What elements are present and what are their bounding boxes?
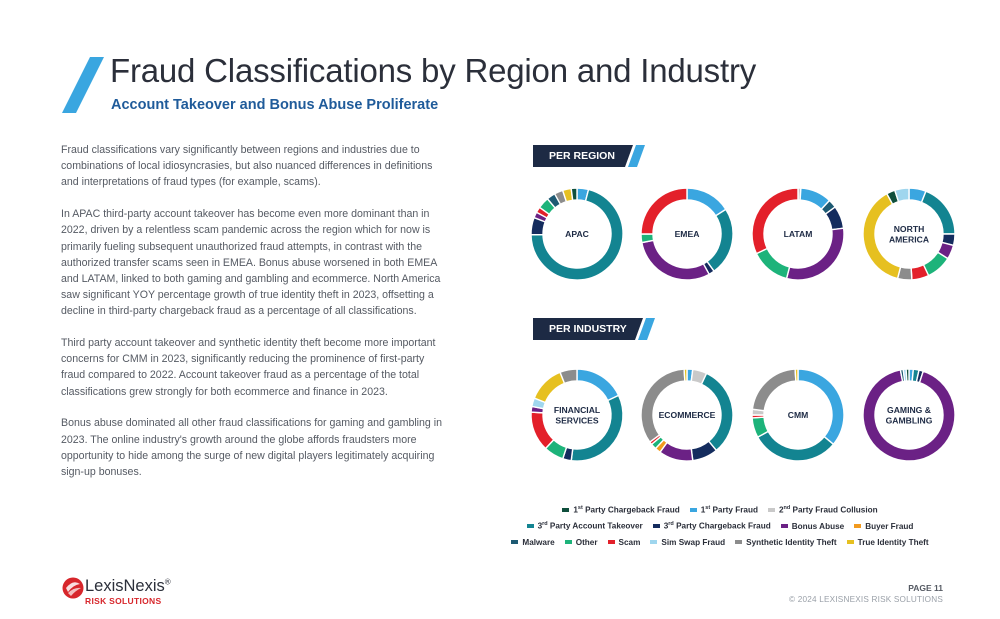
donut-center-label: ECOMMERCE [658, 410, 716, 420]
legend-label: Synthetic Identity Theft [746, 537, 837, 547]
donut-center-label: FINANCIAL [553, 404, 601, 415]
legend-swatch [608, 540, 615, 544]
page-subtitle: Account Takeover and Bonus Abuse Proliferate [111, 97, 439, 113]
paragraph-3: Third party account takeover and synthetic identity theft become more important concerns for CMM in 2023, significantly reducing the prominence of first-party fraud compared to 2022. Account takeover fraud as a percentage of the total classifications grew strongly for both ecommerce and finance in 2023. [61, 337, 436, 398]
per-region-label: PER REGION [549, 150, 615, 162]
donut-center-label: GAMBLING [885, 415, 933, 426]
legend-label: 1st Party Fraud [700, 505, 758, 515]
donut-slice-true-id [684, 369, 687, 381]
logo-registered-mark: ® [164, 577, 171, 587]
legend-item [565, 538, 598, 547]
legend-label: Other [575, 537, 598, 547]
donut-center-label: EMEA [674, 229, 700, 239]
legend-swatch [565, 540, 572, 544]
donut-slice-other [756, 248, 789, 278]
donut-slice-first-party-chargeback [571, 188, 577, 200]
legend-label: 2nd Party Fraud Collusion [778, 505, 878, 515]
donut-chart [531, 369, 623, 461]
page-title: Fraud Classifications by Region and Industry [110, 52, 757, 89]
legend-label: Buyer Fraud [865, 521, 914, 531]
paragraph-2: In APAC third-party account takeover has become even more dominant than in 2022, driven by a relentless scam pandemic across the region which for now is primarily fueling subsequent unauthorized fraud attempts, in contrast with the authorized transfer scams seen in EMEA. Bonus abuse worsened in both EMEA and LATAM, linked to both gaming and gambling and ecommerce. North America saw significant YOY percentage growth of true identity theft in 2023, offsetting a decline in third-party chargeback fraud as a percentage of all classifications. [61, 208, 441, 318]
donut-slice-synthetic-id [752, 369, 796, 411]
donut-chart [641, 369, 733, 461]
donut-slice-first-party [577, 369, 619, 401]
donut-center-label: GAMING & [887, 404, 931, 415]
legend-item [527, 521, 643, 531]
legend-item [511, 538, 554, 547]
legend-item [768, 505, 878, 515]
per-industry-label: PER INDUSTRY [549, 323, 627, 335]
legend-label: 1st Party Chargeback Fraud [573, 505, 680, 515]
legend-item [650, 538, 725, 547]
donut-center-label: AMERICA [888, 234, 930, 245]
donut-center-label: SERVICES [555, 415, 599, 426]
donut-chart [752, 188, 844, 280]
legend-item [690, 505, 758, 515]
donut-chart [641, 188, 733, 280]
legend-item [562, 505, 679, 515]
donut-slice-third-party-ato [707, 209, 733, 271]
donut-center-label: LATAM [783, 229, 813, 239]
legend-label: Sim Swap Fraud [661, 537, 726, 547]
legend-item [854, 522, 913, 531]
legend-label: Malware [522, 537, 555, 547]
legend-row [500, 518, 940, 534]
donut-slice-other [641, 234, 654, 243]
lexisnexis-logo-icon [62, 576, 84, 600]
legend-item [653, 521, 771, 531]
donut-chart [531, 188, 623, 280]
legend-label: 3rd Party Account Takeover [537, 521, 643, 531]
legend-swatch [735, 540, 742, 544]
donut-slice-first-party [798, 369, 844, 444]
donut-slice-scam [531, 412, 554, 448]
legend-item [608, 538, 641, 547]
donut-center-label: NORTH [893, 223, 925, 234]
legend-label: 3rd Party Chargeback Fraud [663, 521, 771, 531]
chart-legend [500, 502, 940, 550]
donut-slice-scam [752, 188, 798, 254]
donut-chart [863, 188, 955, 280]
donut-center-label: CMM [787, 410, 809, 420]
legend-label: Scam [618, 537, 641, 547]
legend-swatch [650, 540, 657, 544]
legend-swatch [854, 524, 861, 528]
copyright: © 2024 LEXISNEXIS RISK SOLUTIONS [789, 595, 943, 604]
legend-label: Bonus Abuse [791, 521, 845, 531]
legend-swatch [781, 524, 788, 528]
donut-slice-true-id [534, 372, 564, 402]
legend-swatch [847, 540, 854, 544]
legend-item [847, 538, 929, 547]
legend-row [500, 502, 940, 518]
donut-slice-synthetic-id [641, 369, 685, 442]
donut-chart [752, 369, 844, 461]
legend-swatch [527, 524, 534, 528]
legend-swatch [511, 540, 518, 544]
legend-item [781, 522, 844, 531]
donut-slice-scam [641, 188, 687, 234]
legend-label: True Identity Theft [857, 537, 929, 547]
logo-subtitle: RISK SOLUTIONS [85, 596, 162, 606]
donut-chart [863, 369, 955, 461]
logo-name: LexisNexis [85, 577, 165, 595]
legend-swatch [653, 524, 660, 528]
donut-slice-bonus-abuse [642, 240, 709, 280]
legend-swatch [690, 508, 697, 512]
donut-slice-first-party [687, 188, 726, 216]
donut-slice-first-party-chargeback [906, 369, 909, 381]
donut-slice-third-party-ato [758, 431, 834, 461]
legend-swatch [562, 508, 569, 512]
donut-slice-third-party-ato [922, 191, 955, 234]
paragraph-1: Fraud classifications vary significantly between regions and industries due to combinations of local idiosyncrasies, but also nuanced differences in definitions and interpretations of fraud types (for example, scams). [61, 144, 433, 189]
donut-slice-true-id [795, 369, 798, 381]
legend-swatch [768, 508, 775, 512]
paragraph-4: Bonus abuse dominated all other fraud classifications for gaming and gambling in 2023. The online industry's growth around the globe affords fraudsters more opportunity to hide among the surge of new digital players legitimately acquiring sign-up bonuses. [61, 417, 443, 478]
page-number: PAGE 11 [908, 583, 943, 593]
logo-wordmark [85, 577, 171, 596]
donut-center-label: APAC [565, 229, 589, 239]
legend-row [500, 534, 940, 550]
legend-item [735, 538, 837, 547]
